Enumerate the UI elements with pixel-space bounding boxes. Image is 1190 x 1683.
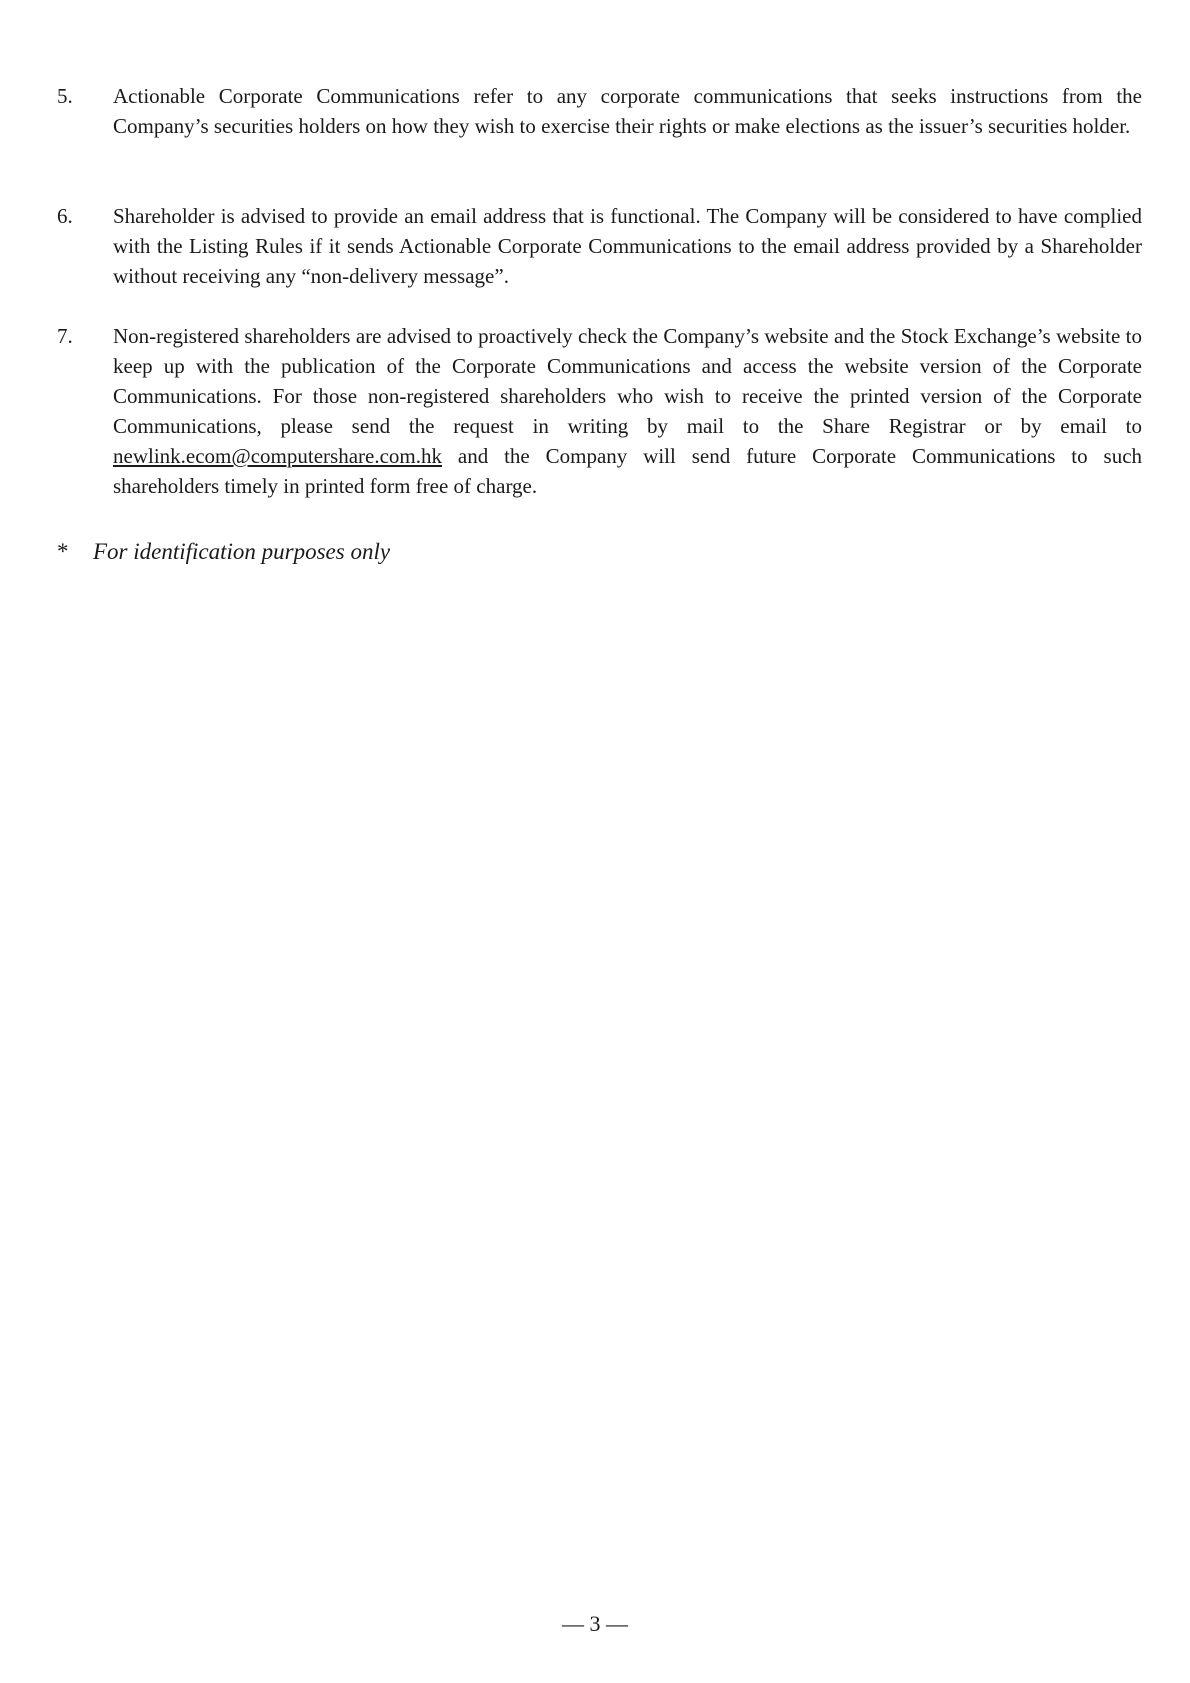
note-number: 7. [57, 324, 73, 348]
note-text-after-email: and the Company will send future Corporate Communications to such shareholders timely in printed form free of charge. [113, 444, 1143, 498]
note-number: 5. [57, 84, 73, 108]
note-text-before-email: Non-registered shareholders are advised to proactively check the Company’s website and the Stock Exchange’s website to keep up with the publication of the Corporate Communications and access the website version of the Corporate Communications. For those non-registered shareholders who wish to receive the printed version of the Corporate Communications, please send the request in writing by mail to the Share Registrar or by email to [113, 324, 1142, 438]
footnote-mark: * [57, 539, 69, 564]
note-text [113, 321, 1142, 501]
registrar-email-link[interactable]: newlink.ecom@computershare.com.hk [113, 444, 442, 468]
note-text: Shareholder is advised to provide an email address that is functional. The Company will be considered to have complied with the Listing Rules if it sends Actionable Corporate Communications to the email address provided by a Shareholder without receiving any “non-delivery message”. [113, 204, 1142, 288]
footnote-text: For identification purposes only [93, 539, 391, 564]
note-7 [57, 321, 1142, 501]
footnote [57, 537, 390, 567]
note-number: 6. [57, 204, 73, 228]
page-number: — 3 — [562, 1611, 628, 1636]
note-text: Actionable Corporate Communications refer to any corporate communications that seeks instructions from the Company’s securities holders on how they wish to exercise their rights or make elections as the issuer’s securities holder. [113, 84, 1142, 138]
note-6 [57, 201, 1142, 291]
note-5 [57, 81, 1142, 141]
